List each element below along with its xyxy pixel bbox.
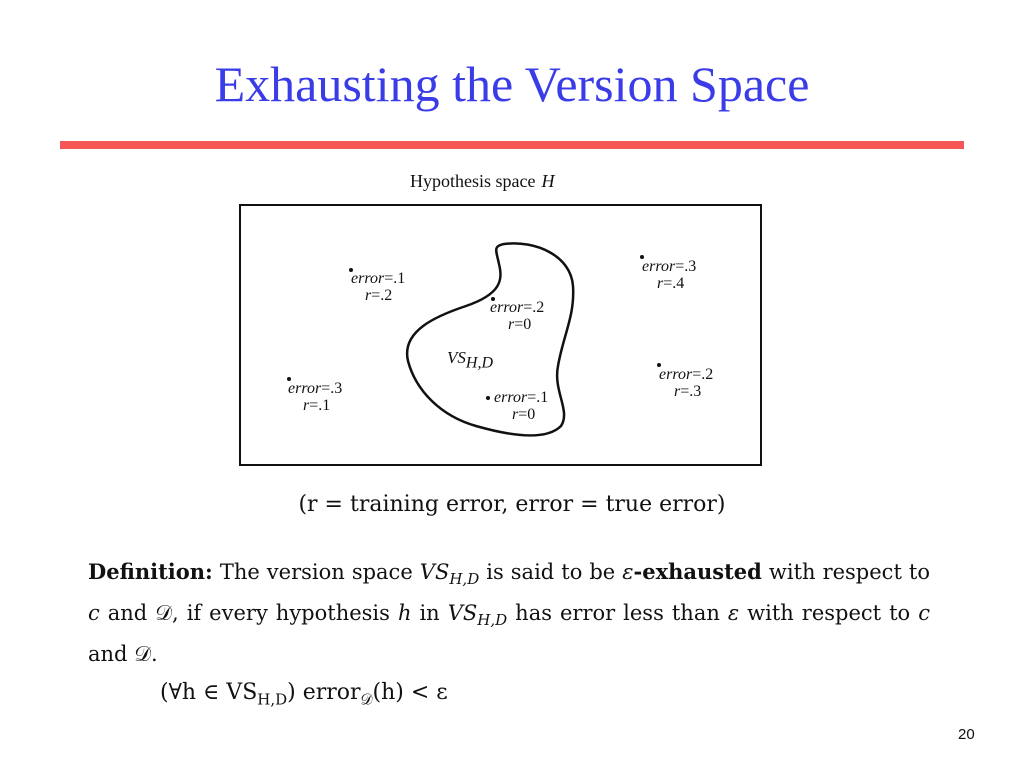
hypothesis-dot [486,396,490,400]
hypothesis-space-box [239,204,762,466]
slide-title: Exhausting the Version Space [214,56,810,112]
hypothesis-label: error=.1 r=0 [494,389,549,423]
caption-symbol: H [541,171,555,191]
page-number: 20 [958,726,975,743]
legend-line: (r = training error, error = true error) [298,492,726,517]
version-space-region [241,206,760,464]
diagram-caption [410,171,554,192]
title-divider [60,141,964,149]
formula: (∀h ∈ $VS_{H,D}$) error$_𝒟$(h) < ε [160,680,448,709]
version-space-outline [407,243,573,435]
hypothesis-label: error=.2 r=.3 [659,366,714,400]
hypothesis-label: error=.3 r=.1 [288,380,343,414]
exhausted-term: -exhausted [633,559,762,584]
definition-heading: Definition: [88,559,213,584]
definition-paragraph: Definition: The version space $VS_{H,D}$ is said to be ε-exhausted with respect to c and 𝒟, if every hypothesis h in $VS_{H,D}$ has error less than ε with respect to c and 𝒟. [88,559,930,667]
hypothesis-label: error=.1 r=.2 [351,270,406,304]
version-space-label: $VS_{H,D}$ [447,348,493,372]
hypothesis-label: error=.2 r=0 [490,299,545,333]
caption-text: Hypothesis space [410,171,536,191]
hypothesis-label: error=.3 r=.4 [642,258,697,292]
